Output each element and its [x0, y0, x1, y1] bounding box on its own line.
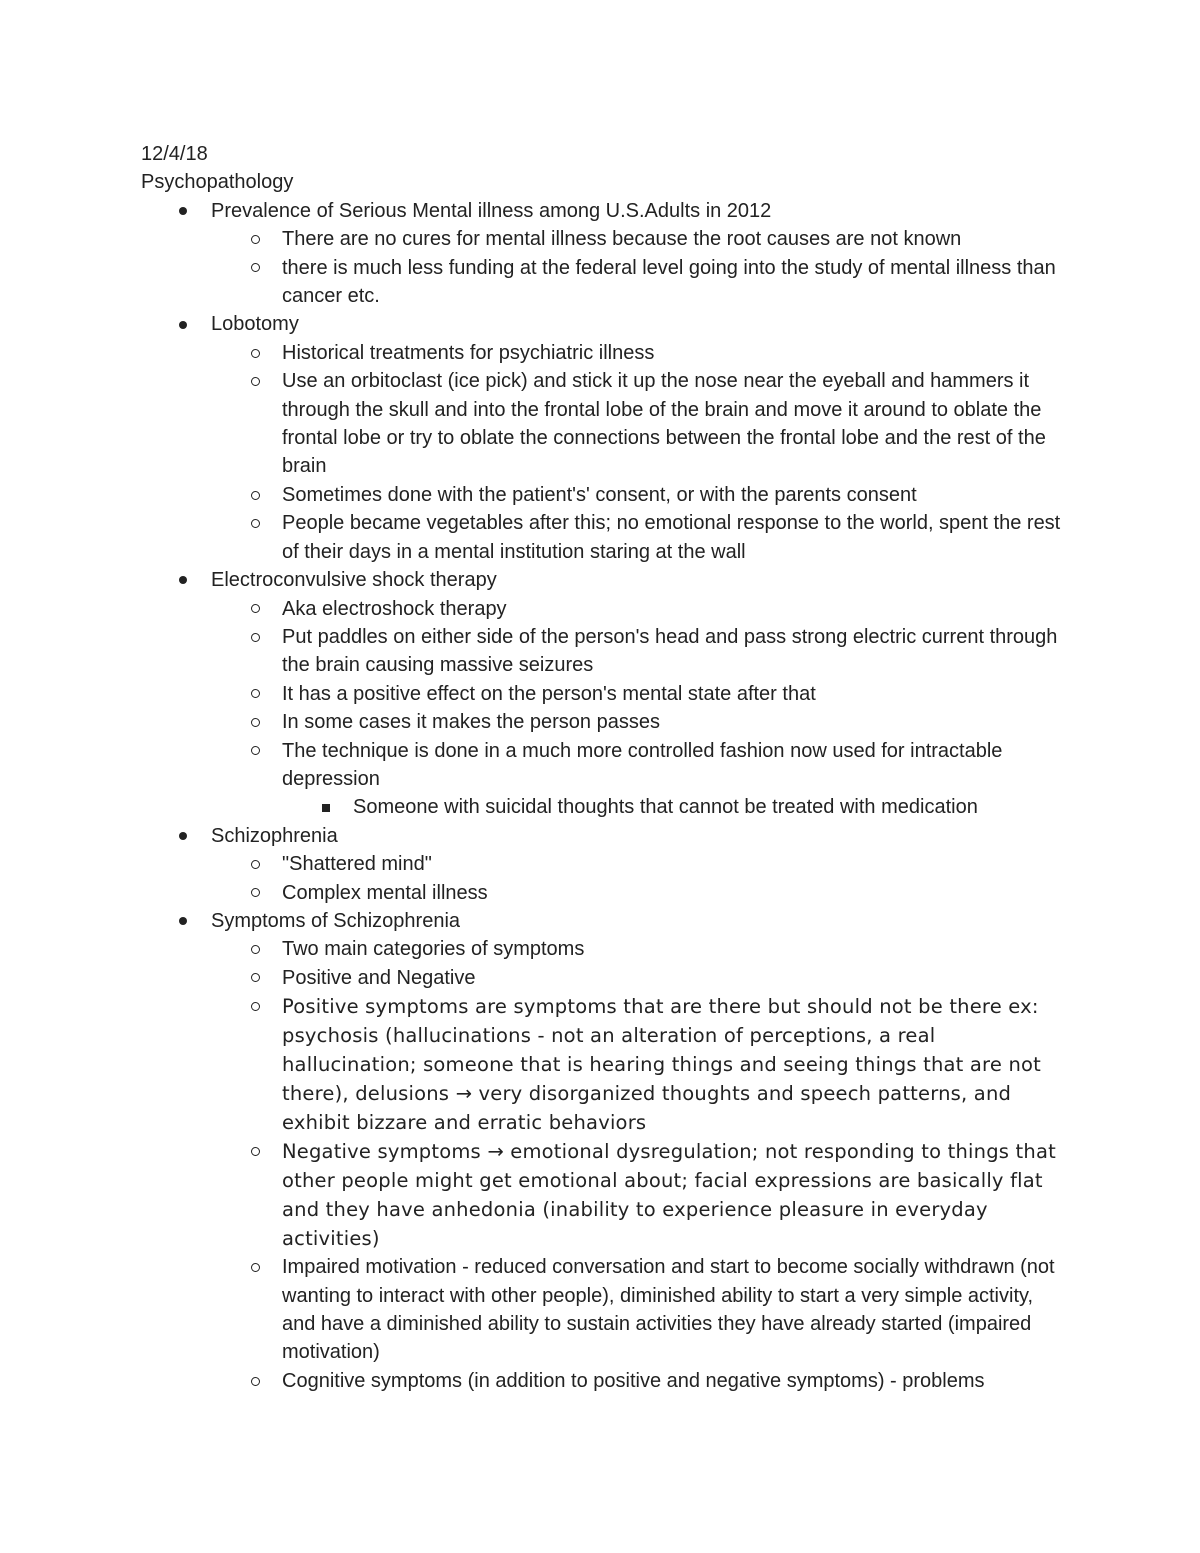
- outline-item-level-2: [141, 737, 1071, 794]
- outline-item-text: Negative symptoms → emotional dysregulation; not responding to things that other people might get emotional about; facial expressions are basically flat and they have anhedonia (inability to experience pleasure in everyday activities): [282, 1140, 1056, 1251]
- outline-item-text: Schizophrenia: [211, 824, 338, 847]
- outline-item-text: Historical treatments for psychiatric illness: [282, 341, 655, 364]
- bullet-circle-icon: [248, 708, 262, 736]
- outline-item-level-2: [141, 708, 1071, 736]
- outline-item-level-2: [141, 680, 1071, 708]
- bullet-disc-icon: [176, 566, 190, 594]
- outline-item-level-2: [141, 1137, 1071, 1253]
- outline-item-text: Symptoms of Schizophrenia: [211, 909, 461, 932]
- outline-item-text: Aka electroshock therapy: [282, 597, 507, 620]
- bullet-circle-icon: [248, 623, 262, 651]
- outline-item-text: In some cases it makes the person passes: [282, 711, 660, 734]
- outline-item-text: Impaired motivation - reduced conversation and start to become socially withdrawn (not wanting to interact with other people), diminished ability to start a very simple activity, and have a diminished ability to sustain activities they have already started (impaired motivation): [282, 1256, 1055, 1364]
- bullet-circle-icon: [248, 225, 262, 253]
- outline-item-level-2: [141, 225, 1071, 253]
- note-date: 12/4/18: [141, 143, 208, 165]
- outline-item-level-2: [141, 1367, 1071, 1395]
- outline-item-level-2: [141, 339, 1071, 367]
- bullet-circle-icon: [248, 935, 262, 963]
- outline-item-text: Someone with suicidal thoughts that cannot be treated with medication: [353, 796, 978, 819]
- outline-item-text: People became vegetables after this; no emotional response to the world, spent the rest of their days in a mental institution staring at the wall: [282, 512, 1061, 563]
- bullet-circle-icon: [248, 339, 262, 367]
- outline-item-level-3: [141, 793, 1071, 821]
- document-page: [141, 140, 1071, 1395]
- outline-item-text: Sometimes done with the patient's' consent, or with the parents consent: [282, 483, 917, 506]
- bullet-circle-icon: [248, 1137, 262, 1166]
- bullet-circle-icon: [248, 680, 262, 708]
- outline-item-text: Cognitive symptoms (in addition to positive and negative symptoms) - problems: [282, 1369, 985, 1392]
- outline-item-text: Positive symptoms are symptoms that are there but should not be there ex: psychosis (hallucinations - not an alteration of perceptions, a real hallucination; someone that is hearing things and seeing things that are not there), delusions → very disorganized thoughts and speech patterns, and exhibit bizzare and erratic behaviors: [282, 995, 1041, 1135]
- outline-item-level-2: [141, 992, 1071, 1137]
- outline-item-level-2: [141, 367, 1071, 481]
- outline-item-text: Prevalence of Serious Mental illness among U.S.Adults in 2012: [211, 199, 772, 222]
- bullet-disc-icon: [176, 310, 190, 338]
- outline-item-level-2: [141, 850, 1071, 878]
- bullet-circle-icon: [248, 367, 262, 395]
- outline-item-text: "Shattered mind": [282, 853, 432, 876]
- outline-item-text: Complex mental illness: [282, 881, 488, 904]
- note-title: Psychopathology: [141, 171, 294, 194]
- bullet-circle-icon: [248, 481, 262, 509]
- outline-item-text: Two main categories of symptoms: [282, 938, 585, 961]
- bullet-square-icon: [319, 793, 333, 821]
- outline-item-level-1: [141, 197, 1071, 225]
- outline-item-text: Positive and Negative: [282, 966, 476, 989]
- outline-item-level-1: [141, 822, 1071, 850]
- outline-item-level-2: [141, 254, 1071, 311]
- outline-item-level-2: [141, 964, 1071, 992]
- outline-item-text: there is much less funding at the federal level going into the study of mental illness than cancer etc.: [282, 256, 1056, 308]
- outline-item-text: Put paddles on either side of the person's head and pass strong electric current through the brain causing massive seizures: [282, 625, 1058, 677]
- bullet-circle-icon: [248, 850, 262, 878]
- bullet-disc-icon: [176, 197, 190, 225]
- outline-item-level-2: [141, 509, 1071, 566]
- outline-list: [141, 197, 1071, 1395]
- outline-item-level-2: [141, 1253, 1071, 1367]
- bullet-circle-icon: [248, 992, 262, 1021]
- outline-item-level-2: [141, 481, 1071, 509]
- outline-item-text: It has a positive effect on the person's mental state after that: [282, 682, 816, 705]
- outline-item-level-1: [141, 310, 1071, 338]
- outline-item-text: There are no cures for mental illness because the root causes are not known: [282, 228, 962, 251]
- outline-item-text: Use an orbitoclast (ice pick) and stick it up the nose near the eyeball and hammers it through the skull and into the frontal lobe of the brain and move it around to oblate the frontal lobe or try to oblate the connections between the frontal lobe and the rest of the brain: [282, 370, 1046, 478]
- outline-item-text: The technique is done in a much more controlled fashion now used for intractable depression: [282, 739, 1003, 790]
- bullet-circle-icon: [248, 879, 262, 907]
- bullet-circle-icon: [248, 254, 262, 282]
- bullet-disc-icon: [176, 822, 190, 850]
- bullet-circle-icon: [248, 595, 262, 623]
- outline-item-text: Lobotomy: [211, 313, 299, 336]
- bullet-circle-icon: [248, 1253, 262, 1281]
- outline-item-level-2: [141, 879, 1071, 907]
- outline-item-level-1: [141, 566, 1071, 594]
- outline-item-text: Electroconvulsive shock therapy: [211, 569, 497, 592]
- bullet-circle-icon: [248, 964, 262, 992]
- outline-item-level-1: [141, 907, 1071, 935]
- bullet-circle-icon: [248, 1367, 262, 1395]
- bullet-disc-icon: [176, 907, 190, 935]
- bullet-circle-icon: [248, 737, 262, 765]
- outline-item-level-2: [141, 595, 1071, 623]
- bullet-circle-icon: [248, 509, 262, 537]
- outline-item-level-2: [141, 623, 1071, 680]
- outline-item-level-2: [141, 935, 1071, 963]
